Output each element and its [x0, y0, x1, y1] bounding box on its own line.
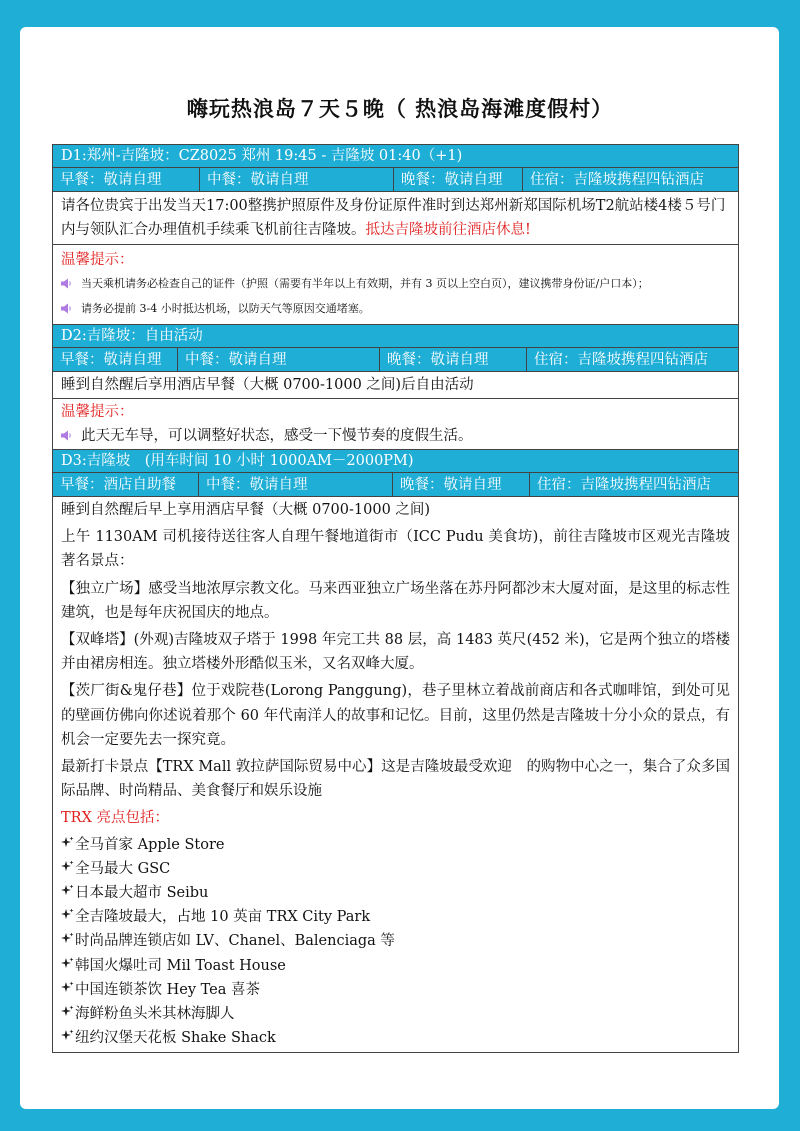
- day2-header: D2:吉隆坡：自由活动: [53, 325, 738, 348]
- sparkle-icon: [61, 905, 75, 929]
- highlight-text: 日本最大超市 Seibu: [75, 885, 209, 902]
- day1-hotel: 住宿：吉隆坡携程四钻酒店: [530, 172, 704, 188]
- highlight-text: 时尚品牌连锁店如 LV、Chanel、Balenciaga 等: [75, 933, 395, 950]
- day1-tip-1-text: 当天乘机请务必检查自己的证件（护照（需要有半年以上有效期，并有 3 页以上空白页），建议携带身份证/户口本）；: [81, 277, 649, 290]
- speaker-icon: [61, 297, 81, 322]
- day3-paragraph: 上午 1130AM 司机接待送往客人自理午餐地道街市（ICC Pudu 美食坊)，前往吉隆坡市区观光吉隆坡著名景点：: [61, 529, 730, 570]
- day3-breakfast: 早餐：酒店自助餐: [53, 473, 199, 496]
- itinerary-table: [52, 144, 739, 1053]
- day1-dinner: 晚餐：敬请自理: [394, 168, 523, 191]
- speaker-icon: [61, 272, 81, 297]
- list-item: [53, 954, 738, 978]
- day2-tip-1-text: 此天无车导，可以调整好状态，感受一下慢节奏的度假生活。: [81, 428, 473, 444]
- highlight-text: 海鲜粉鱼头米其林海脚人: [75, 1006, 235, 1023]
- day1-tip-2: [53, 297, 738, 322]
- day2-breakfast: 早餐：敬请自理: [53, 348, 178, 371]
- sparkle-icon: [61, 1026, 75, 1050]
- speaker-icon: [61, 424, 81, 449]
- highlight-text: 全马首家 Apple Store: [75, 836, 225, 853]
- highlight-text: 韩国火爆吐司 Mil Toast House: [75, 957, 286, 974]
- day3-lunch: 中餐：敬请自理: [199, 473, 393, 496]
- day2-tip-title: 温馨提示：: [61, 404, 134, 420]
- highlight-text: 纽约汉堡天花板 Shake Shack: [75, 1030, 276, 1047]
- sparkle-icon: [61, 1002, 75, 1026]
- sparkle-icon: [61, 881, 75, 905]
- sparkle-icon: [61, 833, 75, 857]
- day2-lunch: 中餐：敬请自理: [178, 348, 380, 371]
- day2-dinner: 晚餐：敬请自理: [380, 348, 527, 371]
- day1-tips: [53, 245, 738, 325]
- day3-dinner: 晚餐：敬请自理: [393, 473, 530, 496]
- day2-hotel: 住宿：吉隆坡携程四钻酒店: [534, 352, 708, 368]
- day1-tip-2-text: 请务必提前 3-4 小时抵达机场，以防天气等原因交通堵塞。: [81, 302, 370, 315]
- day2-meals: [53, 348, 738, 372]
- day2-tip-1: [53, 424, 738, 449]
- day1-tip-title: 温馨提示：: [61, 252, 134, 268]
- page-title: 嗨玩热浪岛７天５晚（ 热浪岛海滩度假村）: [186, 96, 614, 121]
- day3-paragraph: 最新打卡景点【TRX Mall 敦拉萨国际贸易中心】这是吉隆坡最受欢迎 的购物中心之一，集合了众多国际品牌、时尚精品、美食餐厅和娱乐设施: [61, 759, 730, 800]
- list-item: [53, 905, 738, 929]
- day2-tips: [53, 399, 738, 450]
- list-item: [53, 1002, 738, 1026]
- list-item: [53, 1026, 738, 1050]
- sparkle-icon: [61, 857, 75, 881]
- list-item: [53, 833, 738, 857]
- day1-description: [53, 192, 738, 245]
- day3-paragraph: 【茨厂街&鬼仔巷】位于戏院巷(Lorong Panggung)，巷子里林立着战前商店和各式咖啡馆，到处可见的壁画仿佛向你述说着那个 60 年代南洋人的故事和记忆。目前，这里仍然是吉隆坡十分小众的景点，有机会一定要先去一探究竟。: [61, 683, 730, 748]
- list-item: [53, 857, 738, 881]
- day3-header: D3:吉隆坡 (用车时间 10 小时 1000AM－2000PM): [53, 450, 738, 473]
- day3-paragraph: 【双峰塔】(外观)吉隆坡双子塔于 1998 年完工共 88 层，高 1483 英尺(452 米)，它是两个独立的塔楼并由裙房相连。独立塔楼外形酷似玉米，又名双峰大厦。: [61, 632, 730, 673]
- sparkle-icon: [61, 978, 75, 1002]
- day1-breakfast: 早餐：敬请自理: [53, 168, 200, 191]
- list-item: [53, 929, 738, 953]
- day1-desc-text: 请各位贵宾于出发当天17:00整携护照原件及身份证原件准时到达郑州新郑国际机场T2航站楼4楼５号门内与领队汇合办理值机手续乘飞机前往吉隆坡。: [61, 198, 726, 238]
- list-item: [53, 881, 738, 905]
- day3-body: [53, 497, 738, 1053]
- day3-hotel: 住宿：吉隆坡携程四钻酒店: [537, 477, 711, 493]
- day1-tip-1: [53, 272, 738, 297]
- day3-paragraph: 睡到自然醒后早上享用酒店早餐（大概 0700-1000 之间): [61, 502, 431, 518]
- day1-desc-red: 抵达吉隆坡前往酒店休息!: [365, 222, 531, 238]
- day1-lunch: 中餐：敬请自理: [200, 168, 394, 191]
- day3-paragraph: 【独立广场】感受当地浓厚宗教文化。马来西亚独立广场坐落在苏丹阿都沙末大厦对面，是这里的标志性建筑，也是每年庆祝国庆的地点。: [61, 580, 730, 621]
- trx-highlight-title: TRX 亮点包括：: [61, 810, 170, 827]
- trx-highlight-list: [53, 833, 738, 1051]
- sparkle-icon: [61, 954, 75, 978]
- highlight-text: 全马最大 GSC: [75, 860, 171, 877]
- day1-meals: [53, 168, 738, 192]
- day3-meals: [53, 473, 738, 497]
- sparkle-icon: [61, 929, 75, 953]
- highlight-text: 全吉隆坡最大，占地 10 英亩 TRX City Park: [75, 909, 371, 926]
- highlight-text: 中国连锁茶饮 Hey Tea 喜茶: [75, 981, 261, 998]
- day1-header: D1:郑州-吉隆坡：CZ8025 郑州 19:45 - 吉隆坡 01:40（+1): [53, 145, 738, 168]
- day2-description: 睡到自然醒后享用酒店早餐（大概 0700-1000 之间)后自由活动: [53, 372, 738, 399]
- list-item: [53, 978, 738, 1002]
